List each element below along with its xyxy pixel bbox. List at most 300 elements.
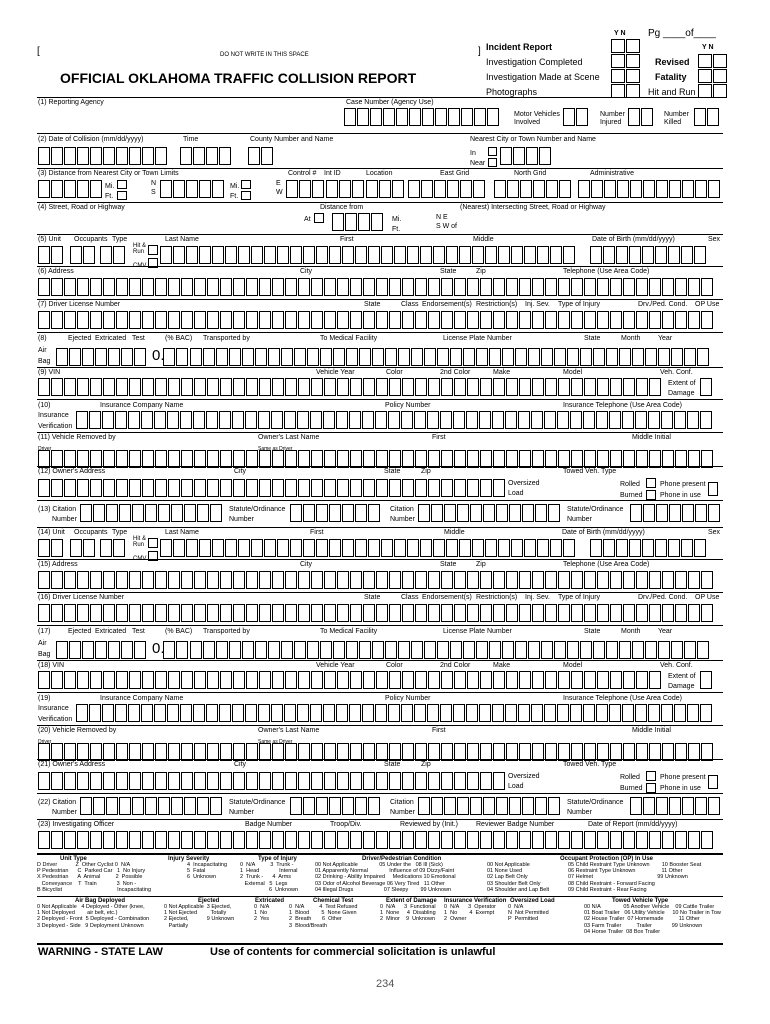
administrative-boxes[interactable] — [578, 180, 721, 198]
month-label: Month — [621, 335, 641, 342]
hit-run-n[interactable] — [713, 84, 727, 98]
legend-occupant-heading: Occupant Protection (OP) In Use — [560, 856, 654, 862]
divider — [37, 234, 723, 235]
first-label: First — [310, 529, 324, 536]
unit-boxes[interactable] — [38, 539, 64, 557]
vehicles-involved-boxes[interactable] — [563, 108, 589, 126]
county-boxes[interactable] — [248, 147, 274, 165]
bracket-close: ] — [478, 46, 481, 57]
statute-boxes[interactable] — [290, 797, 381, 815]
last-name-label: Last Name — [165, 236, 199, 243]
legend-extricated-heading: Extricated — [255, 898, 285, 904]
sex-label: Sex — [708, 529, 721, 536]
damage-boxes[interactable] — [700, 671, 713, 689]
case-number-label: Case Number (Agency Use) — [346, 99, 434, 106]
legend-unit-type: D Driver Z Other Cyclist 0 N/A P Pedestrian C Parked Car 1 No Injury X Pedestrian A Animal 2 Possible Conveyance T Train 3 Non - B Bicyclist Incapacitating — [37, 862, 152, 893]
divider — [37, 500, 723, 501]
date-collision-boxes[interactable] — [38, 147, 168, 165]
legend-separator — [37, 896, 723, 897]
color-label: Color — [386, 369, 403, 376]
divider — [37, 399, 723, 400]
towed-type-label: Towed Veh. Type — [563, 468, 617, 475]
license-label: (7) Driver License Number — [38, 301, 121, 308]
owner-city-label: City — [234, 468, 247, 475]
distance-boxes[interactable] — [38, 180, 103, 198]
driver-label: Driver — [38, 446, 52, 452]
citation-label: (13) Citation — [38, 506, 77, 513]
unit-label: (14) Unit — [38, 529, 65, 536]
type-boxes[interactable] — [100, 539, 126, 557]
photographs-n[interactable] — [626, 84, 640, 98]
investigation-scene-n[interactable] — [626, 69, 640, 83]
policy-label: Policy Number — [385, 402, 431, 409]
state-label: State — [440, 561, 457, 568]
insurance-boxes[interactable] — [76, 704, 713, 722]
east-grid-boxes[interactable] — [408, 180, 486, 198]
investigation-scene-label: Investigation Made at Scene — [486, 72, 600, 82]
divider — [37, 266, 723, 267]
sex-label: Sex — [708, 236, 721, 243]
ft-checkbox[interactable] — [117, 191, 127, 200]
legend-unit-type-heading: Unit Type — [60, 856, 87, 862]
involved-label: Involved — [514, 119, 541, 126]
middle-label: Middle — [473, 236, 494, 243]
incident-report-label: Incident Report — [486, 42, 553, 52]
divider — [37, 725, 723, 726]
inj-sev-label: Inj. Sev. — [525, 301, 550, 308]
middle-label: Middle — [444, 529, 465, 536]
divider — [37, 625, 723, 626]
endorsements-label: Endorsement(s) — [422, 301, 472, 308]
address-boxes[interactable] — [38, 571, 714, 589]
oversized-label: Oversized — [508, 773, 540, 780]
to-medical-label: To Medical Facility — [320, 335, 378, 342]
restrictions-label: Restriction(s) — [476, 594, 518, 601]
legend-type-injury-heading: Type of Injury — [258, 856, 297, 862]
burned-label: Burned — [620, 492, 643, 499]
divider — [37, 202, 723, 203]
owner-first-label: First — [432, 727, 446, 734]
burned-checkbox[interactable] — [646, 783, 656, 793]
w-label: W — [276, 189, 283, 196]
occupants-boxes[interactable] — [70, 539, 96, 557]
rolled-checkbox[interactable] — [646, 771, 656, 781]
photographs-label: Photographs — [486, 87, 538, 97]
insurance-label: Insurance — [38, 705, 69, 712]
legend-oversized-heading: Oversized Load — [510, 898, 555, 904]
citation-boxes[interactable] — [80, 797, 223, 815]
injured-label: Injured — [600, 119, 622, 126]
policy-label: Policy Number — [385, 695, 431, 702]
owner-state-label: State — [384, 761, 401, 768]
cmv-label: CMV — [133, 263, 147, 269]
legend-drv-cond-heading: Driver/Pedestrian Condition — [362, 856, 442, 862]
vin-label: (18) VIN — [38, 662, 65, 669]
owners-last-label: Owner's Last Name — [258, 727, 320, 734]
insurance-label: Insurance — [38, 412, 69, 419]
investigation-scene-y[interactable] — [611, 69, 625, 83]
location-boxes[interactable] — [366, 180, 405, 198]
bracket-open: [ — [37, 46, 40, 57]
revised-n[interactable] — [713, 54, 727, 68]
investigating-officer-label: (23) Investigating Officer — [38, 821, 115, 828]
same-as-driver-label: Same as Driver — [258, 739, 293, 745]
ins-phone-label: Insurance Telephone (Use Area Code) — [563, 695, 682, 702]
test-label: Test — [132, 335, 145, 342]
case-number-boxes[interactable] — [344, 108, 500, 126]
solicitation-warning: Use of contents for commercial solicitation is unlawful — [210, 946, 496, 958]
owner-city-label: City — [234, 761, 247, 768]
city-label: City — [300, 561, 313, 568]
divider — [37, 793, 723, 794]
legend-chem: 0 N/A 4 Test Refused 1 Blood 5 None Given 2 Breath 6 Other 3 Blood/Breath — [289, 904, 358, 929]
owner-address-label: (12) Owner's Address — [38, 468, 106, 475]
swof-label: S W of — [436, 223, 458, 230]
state-label: State — [440, 268, 457, 275]
dob-label: Date of Birth (mm/dd/yyyy) — [592, 236, 675, 243]
divider — [37, 133, 723, 134]
drv-ped-label: Drv./Ped. Cond. — [638, 301, 688, 308]
ejected-no-label: (8) — [38, 335, 47, 342]
air-label: Air — [38, 347, 47, 354]
page-count: Pg ____of____ — [648, 28, 716, 39]
model-label: Model — [563, 662, 583, 669]
make-label: Make — [493, 369, 511, 376]
class-label: Class — [401, 301, 419, 308]
bac-label: (% BAC) — [165, 628, 193, 635]
s-label: S — [151, 189, 156, 196]
color2-label: 2nd Color — [440, 369, 471, 376]
divider — [37, 466, 723, 467]
citation-number-label: Number — [52, 809, 77, 816]
unit-label: (5) Unit — [38, 236, 61, 243]
owner-address-boxes[interactable] — [38, 479, 506, 497]
ft2-label: Ft. — [230, 193, 239, 200]
test-label: Test — [132, 628, 145, 635]
statute2-label: Statute/Ordinance — [567, 506, 624, 513]
legend-injury: 4 Incapacitating 5 Fatal 6 Unknown — [187, 862, 228, 881]
in-checkbox[interactable] — [488, 147, 497, 156]
divider — [37, 97, 723, 98]
damage-boxes[interactable] — [700, 378, 713, 396]
transported-boxes[interactable] — [190, 348, 710, 366]
rolled-checkbox[interactable] — [646, 478, 656, 488]
ins-company-label: Insurance Company Name — [100, 402, 184, 409]
vehicle-year-label: Vehicle Year — [316, 369, 355, 376]
legend-towed-heading: Towed Vehicle Type — [612, 898, 669, 904]
restrictions-label: Restriction(s) — [476, 301, 518, 308]
officer-boxes[interactable] — [38, 831, 714, 849]
motor-vehicles-label: Motor Vehicles — [514, 111, 560, 118]
north-grid-boxes[interactable] — [494, 180, 572, 198]
near-checkbox[interactable] — [488, 158, 497, 167]
legend-towed: 00 N/A 05 Another Vehicle 09 Cattle Trailer 01 Boat Trailer 06 Utility Vehicle 10 No Trailer in Tow 02 House Trailer 07 Homemade 11 Other 03 Farm Trailer Trailer 99 Unknown 04 Horse Trailer 08 Box Trailer — [584, 904, 721, 935]
zip-label: Zip — [476, 561, 486, 568]
license-state-label: State — [364, 301, 381, 308]
load-label: Load — [508, 490, 524, 497]
phone-present-label: Phone present — [660, 774, 706, 781]
insurance-boxes[interactable] — [76, 411, 713, 429]
at-checkbox[interactable] — [314, 213, 324, 223]
legend-ins: 0 N/A 3 Operator 1 No 4 Exempt 2 Owner — [444, 904, 496, 923]
phone-checkbox[interactable] — [708, 775, 718, 789]
nearest-city-label: Nearest City or Town Number and Name — [470, 136, 596, 143]
distance2-boxes[interactable] — [160, 180, 225, 198]
bac-boxes[interactable] — [163, 641, 189, 659]
revised-label: Revised — [655, 57, 690, 67]
damage-label: Damage — [668, 683, 695, 690]
statute-number-label: Number — [229, 809, 254, 816]
ins-company-label: Insurance Company Name — [100, 695, 184, 702]
verification-label: Verification — [38, 716, 73, 723]
control-label: Control # — [288, 170, 317, 177]
middle-initial-label: Middle Initial — [632, 727, 671, 734]
phone-present-label: Phone present — [660, 481, 706, 488]
ft-label: Ft. — [105, 193, 114, 200]
distance-from-label: Distance from — [320, 204, 364, 211]
administrative-label: Administrative — [590, 170, 634, 177]
city-label: City — [300, 268, 313, 275]
e-label: E — [276, 180, 281, 187]
verification-label: Verification — [38, 423, 73, 430]
time-boxes[interactable] — [180, 147, 232, 165]
fatality-label: Fatality — [655, 72, 687, 82]
photographs-y[interactable] — [611, 84, 625, 98]
revised-y[interactable] — [698, 54, 712, 68]
divider — [37, 692, 723, 693]
fatality-n[interactable] — [713, 69, 727, 83]
statute2-boxes[interactable] — [630, 504, 721, 522]
street-label: (4) Street, Road or Highway — [38, 204, 125, 211]
ins-no-label: (19) — [38, 695, 51, 702]
legend-ins-heading: Insurance Verification — [444, 898, 507, 904]
dob-label: Date of Birth (mm/dd/yyyy) — [562, 529, 645, 536]
type-boxes[interactable] — [100, 246, 126, 264]
legend-type-injury: 0 N/A 3 Trunk - 1 Head Internal 2 Trunk - 4 Arms External 5 Legs 6 Unknown — [240, 862, 299, 893]
license-plate-label: License Plate Number — [443, 628, 512, 635]
name-boxes[interactable] — [160, 246, 576, 264]
color-label: Color — [386, 662, 403, 669]
citation-boxes[interactable] — [80, 504, 223, 522]
divider — [37, 367, 723, 368]
mi3-label: Mi. — [392, 216, 402, 223]
ft2-checkbox[interactable] — [241, 191, 251, 200]
in-label: In — [470, 150, 476, 157]
mi-checkbox[interactable] — [117, 180, 127, 189]
vehicle-year-label: Vehicle Year — [316, 662, 355, 669]
to-medical-label: To Medical Facility — [320, 628, 378, 635]
ejected-boxes[interactable] — [56, 348, 147, 366]
license-label: (16) Driver License Number — [38, 594, 124, 601]
statute2-boxes[interactable] — [630, 797, 721, 815]
rolled-label: Rolled — [620, 481, 640, 488]
bag-label: Bag — [38, 651, 51, 658]
burned-checkbox[interactable] — [646, 490, 656, 500]
investigation-completed-label: Investigation Completed — [486, 57, 583, 67]
at-label: At — [304, 216, 311, 223]
int-id-label: Int ID — [324, 170, 341, 177]
occupants-label: Occupants — [74, 529, 108, 536]
killed-boxes[interactable] — [694, 108, 720, 126]
bac-zero: 0. — [152, 347, 165, 364]
distance-from-boxes[interactable] — [332, 213, 384, 231]
name-boxes[interactable] — [160, 539, 576, 557]
statute-boxes[interactable] — [290, 504, 381, 522]
same-as-driver-label: Same as Driver — [258, 446, 293, 452]
ejected-boxes[interactable] — [56, 641, 147, 659]
air-label: Air — [38, 640, 47, 647]
address-boxes[interactable] — [38, 278, 714, 296]
load-label: Load — [508, 783, 524, 790]
number-injured-label: Number — [600, 111, 625, 118]
month-label: Month — [621, 628, 641, 635]
mi2-checkbox[interactable] — [241, 180, 251, 189]
telephone-label: Telephone (Use Area Code) — [563, 561, 650, 568]
extricated-label: Extricated — [95, 335, 127, 342]
statute2-number-label: Number — [567, 809, 592, 816]
badge-label: Badge Number — [245, 821, 293, 828]
citation2-boxes[interactable] — [418, 797, 561, 815]
hit-run-checkbox[interactable] — [148, 538, 158, 548]
divider — [37, 819, 723, 820]
divider — [37, 559, 723, 560]
cmv-label: CMV — [133, 556, 147, 562]
address-label: (6) Address — [38, 268, 74, 275]
divider — [37, 943, 723, 945]
incident-report-n[interactable] — [626, 39, 640, 53]
fatality-y[interactable] — [698, 69, 712, 83]
plate-state-label: State — [584, 335, 601, 342]
ejected-no-label: (17) — [38, 628, 51, 635]
zip-label: Zip — [476, 268, 486, 275]
first-label: First — [340, 236, 354, 243]
type-label: Type — [112, 529, 128, 536]
phone-checkbox[interactable] — [708, 482, 718, 496]
last-name-label: Last Name — [165, 529, 199, 536]
license-boxes[interactable] — [38, 604, 714, 622]
divider — [37, 592, 723, 593]
bac-zero: 0. — [152, 640, 165, 657]
int-id-boxes[interactable] — [326, 180, 365, 198]
op-use-label: OP Use — [695, 594, 720, 601]
divider — [37, 759, 723, 760]
inj-sev-label: Inj. Sev. — [525, 594, 550, 601]
driver-label: Driver — [38, 739, 52, 745]
vin-label: (9) VIN — [38, 369, 61, 376]
hit-run-y[interactable] — [698, 84, 712, 98]
legend-damage: 0 N/A 3 Functional 1 None 4 Disabling 2 Minor 9 Unknown — [380, 904, 436, 923]
hit-run-label: Hit & — [133, 536, 147, 542]
burned-label: Burned — [620, 785, 643, 792]
divider — [37, 527, 723, 528]
statute2-label: Statute/Ordinance — [567, 799, 624, 806]
control-boxes[interactable] — [286, 180, 325, 198]
legend-ejected: 0 Not Applicable 3 Ejected, 1 Not Ejected Totally 2 Ejected, 9 Unknown Partially — [164, 904, 235, 929]
time-label: Time — [183, 136, 199, 143]
investigation-completed-y[interactable] — [611, 54, 625, 68]
class-label: Class — [401, 594, 419, 601]
location-label: Location — [366, 170, 393, 177]
ne-label: N E — [436, 214, 448, 221]
troop-label: Troop/Div. — [330, 821, 362, 828]
distance-label: (3) Distance from Nearest City or Town Limits — [38, 170, 179, 177]
owner-address-boxes[interactable] — [38, 772, 506, 790]
removed-label: (20) Vehicle Removed by — [38, 727, 117, 734]
unit-boxes[interactable] — [38, 246, 64, 264]
injured-boxes[interactable] — [628, 108, 654, 126]
killed-label: Killed — [664, 119, 682, 126]
ejected-label: Ejected — [68, 335, 92, 342]
owner-address-label: (21) Owner's Address — [38, 761, 106, 768]
bac-boxes[interactable] — [163, 348, 189, 366]
drv-ped-label: Drv./Ped. Cond. — [638, 594, 688, 601]
ejected-label: Ejected — [68, 628, 92, 635]
address-label: (15) Address — [38, 561, 78, 568]
legend-airbag-heading: Air Bag Deployed — [75, 898, 126, 904]
reviewer-badge-label: Reviewer Badge Number — [476, 821, 555, 828]
hit-run-checkbox[interactable] — [148, 245, 158, 255]
city-number-boxes[interactable] — [500, 147, 552, 165]
page-number: 234 — [376, 978, 395, 990]
legend-damage-heading: Extent of Damage — [386, 898, 437, 904]
county-label: County Number and Name — [250, 136, 334, 143]
dob-boxes[interactable] — [590, 539, 707, 557]
dob-boxes[interactable] — [590, 246, 707, 264]
run-label: Run — [133, 249, 145, 255]
legend-oversized: 0 N/A N Not Permitted P Permitted — [508, 904, 549, 923]
license-state-label: State — [364, 594, 381, 601]
north-grid-label: North Grid — [514, 170, 547, 177]
warning-label: WARNING - STATE LAW — [38, 946, 163, 958]
n-label: N — [151, 180, 157, 187]
citation-number-label: Number — [52, 516, 77, 523]
license-boxes[interactable] — [38, 311, 714, 329]
towed-type-label: Towed Veh. Type — [563, 761, 617, 768]
divider — [37, 432, 723, 433]
citation2-number-label: Number — [390, 516, 415, 523]
owner-zip-label: Zip — [421, 468, 431, 475]
transported-boxes[interactable] — [190, 641, 710, 659]
vin-boxes[interactable] — [38, 378, 662, 396]
mi2-label: Mi. — [230, 183, 240, 190]
make-label: Make — [493, 662, 511, 669]
legend-occupant: 05 Child Restraint Type Unknown 10 Booster Seat 06 Restraint Type Unknown 11 Other 07 Helmet 99 Unknown 08 Child Restraint - Forward Facing 09 Child Restraint - Rear Facing — [568, 862, 702, 893]
occupants-boxes[interactable] — [70, 246, 96, 264]
vin-boxes[interactable] — [38, 671, 662, 689]
removed-label: (11) Vehicle Removed by — [38, 434, 116, 441]
citation2-boxes[interactable] — [418, 504, 561, 522]
yn-right-header: Y N — [702, 44, 714, 51]
do-not-write-label: DO NOT WRITE IN THIS SPACE — [220, 52, 309, 58]
investigation-completed-n[interactable] — [626, 54, 640, 68]
intersecting-label: (Nearest) Intersecting Street, Road or Highway — [460, 204, 606, 211]
legend-drv-cond2: 00 Not Applicable 01 None Used 02 Lap Belt Only 03 Shoulder Belt Only 04 Shoulder and Lap Belt — [487, 862, 550, 893]
endorsements-label: Endorsement(s) — [422, 594, 472, 601]
veh-conf-label: Veh. Conf. — [660, 662, 693, 669]
yn-left-header: Y N — [614, 30, 626, 37]
type-injury-label: Type of Injury — [558, 594, 601, 601]
license-plate-label: License Plate Number — [443, 335, 512, 342]
statute2-number-label: Number — [567, 516, 592, 523]
legend-chem-heading: Chemical Test — [313, 898, 354, 904]
extricated-label: Extricated — [95, 628, 127, 635]
hit-run-label: Hit and Run — [648, 87, 696, 97]
oversized-label: Oversized — [508, 480, 540, 487]
divider — [37, 853, 723, 855]
citation2-label: Citation — [390, 506, 414, 513]
incident-report-y[interactable] — [611, 39, 625, 53]
statute-number-label: Number — [229, 516, 254, 523]
